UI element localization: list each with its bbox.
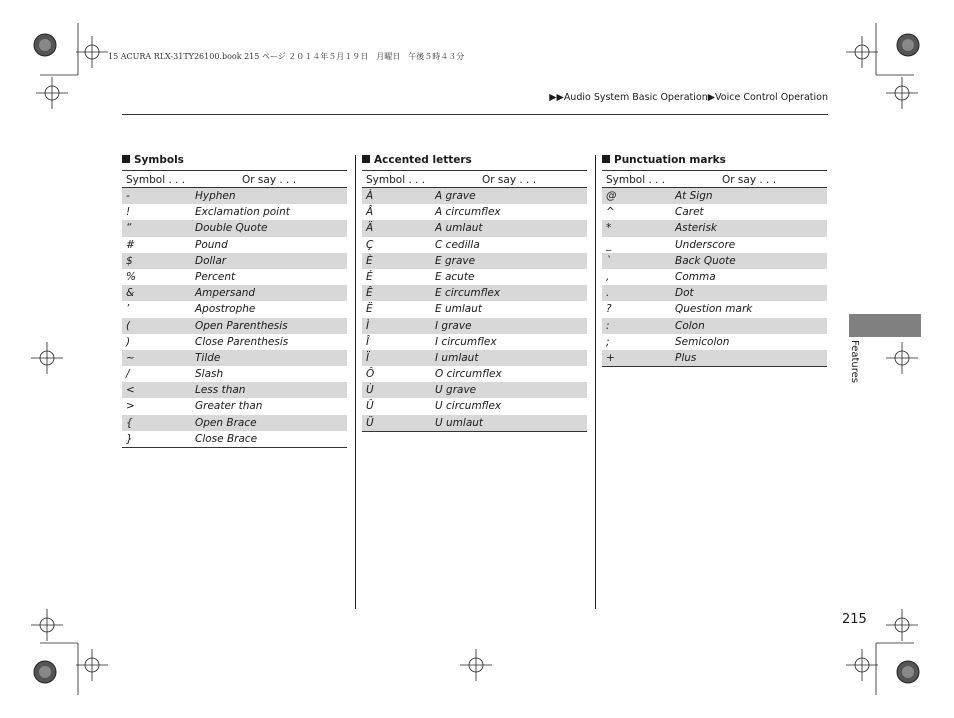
- symbol-cell: Â: [366, 206, 374, 219]
- column-divider: [355, 155, 356, 609]
- say-cell: Percent: [195, 270, 236, 283]
- accented-letters-table: [362, 170, 587, 432]
- symbol-cell: +: [606, 351, 615, 364]
- symbol-cell: _: [606, 238, 612, 251]
- table-row: [122, 366, 347, 382]
- accented-letters-section: [362, 152, 587, 432]
- breadcrumb-arrows: ▶▶: [549, 92, 564, 103]
- say-cell: I umlaut: [435, 351, 479, 364]
- symbol-cell: Ê: [366, 287, 373, 300]
- say-cell: Tilde: [195, 351, 221, 364]
- say-cell: Semicolon: [675, 335, 730, 348]
- symbol-cell: %: [126, 270, 136, 283]
- table-row: [602, 188, 827, 204]
- table-row: [122, 301, 347, 317]
- column-divider: [595, 155, 596, 609]
- symbols-table: [122, 170, 347, 448]
- say-cell: Close Parenthesis: [195, 335, 289, 348]
- say-cell: U umlaut: [435, 416, 484, 429]
- say-cell: Apostrophe: [195, 303, 256, 316]
- say-cell: Question mark: [675, 303, 753, 316]
- section-title: [362, 152, 587, 170]
- table-row: [122, 415, 347, 431]
- symbol-cell: $: [126, 254, 133, 267]
- say-cell: O circumflex: [435, 368, 502, 381]
- symbol-cell: Î: [366, 335, 370, 348]
- say-cell: Open Brace: [195, 416, 257, 429]
- say-cell: Pound: [195, 238, 228, 251]
- say-cell: Plus: [675, 351, 697, 364]
- symbol-cell: Ä: [366, 222, 374, 235]
- header-rule: [122, 114, 828, 115]
- square-bullet-icon: [362, 155, 370, 163]
- table-row: [602, 301, 827, 317]
- section-title: [602, 152, 827, 170]
- say-cell: Greater than: [195, 400, 263, 413]
- page-number: 215: [842, 612, 867, 627]
- symbol-cell: Û: [366, 400, 374, 413]
- table-row: [362, 204, 587, 220]
- symbol-cell: `: [606, 254, 612, 267]
- table-row: [362, 269, 587, 285]
- table-row: [362, 301, 587, 317]
- table-row: [362, 285, 587, 301]
- symbol-cell: (: [126, 319, 131, 332]
- table-row: [602, 350, 827, 366]
- symbol-cell: @: [606, 190, 617, 202]
- table-row: [602, 285, 827, 301]
- table-row: [602, 269, 827, 285]
- say-cell: Colon: [675, 319, 705, 332]
- symbol-cell: &: [126, 287, 135, 300]
- symbol-cell: <: [126, 384, 135, 397]
- symbol-cell: È: [366, 254, 373, 267]
- table-row: [122, 253, 347, 269]
- table-row: [122, 285, 347, 301]
- say-cell: A grave: [435, 190, 476, 202]
- punctuation-marks-table: [602, 170, 827, 367]
- say-cell: Underscore: [675, 238, 736, 251]
- section-title-text: Symbols: [134, 154, 184, 166]
- table-row: [362, 366, 587, 382]
- symbol-column-header: Symbol . . .: [126, 174, 186, 186]
- table-row: [602, 334, 827, 350]
- symbol-cell: ’: [126, 303, 130, 316]
- table-row: [122, 269, 347, 285]
- say-cell: C cedilla: [435, 238, 480, 251]
- say-cell: U grave: [435, 384, 477, 397]
- chapter-tab-label: Features: [849, 340, 860, 383]
- say-column-header: Or say . . .: [722, 174, 777, 186]
- symbol-cell: Ï: [366, 351, 370, 364]
- section-title-text: Punctuation marks: [614, 154, 726, 166]
- say-cell: Ampersand: [195, 287, 256, 300]
- say-cell: Hyphen: [195, 190, 236, 202]
- table-row: [122, 431, 347, 447]
- breadcrumb-part2: Voice Control Operation: [715, 92, 828, 103]
- table-row: [122, 398, 347, 414]
- symbol-cell: *: [606, 222, 612, 235]
- symbol-cell: >: [126, 400, 135, 413]
- table-body: [362, 188, 587, 431]
- table-row: [362, 415, 587, 431]
- say-cell: At Sign: [675, 190, 713, 202]
- say-cell: A umlaut: [435, 222, 483, 235]
- breadcrumb-part1: Audio System Basic Operation: [563, 92, 708, 103]
- symbol-column-header: Symbol . . .: [606, 174, 666, 186]
- table-body: [122, 188, 347, 447]
- say-cell: Open Parenthesis: [195, 319, 288, 332]
- table-row: [122, 188, 347, 204]
- say-cell: Caret: [675, 206, 704, 219]
- symbol-cell: Ë: [366, 303, 373, 316]
- symbol-cell: }: [126, 432, 133, 445]
- punctuation-marks-section: [602, 152, 827, 367]
- symbol-cell: Ü: [366, 416, 374, 429]
- square-bullet-icon: [602, 155, 610, 163]
- symbol-cell: Ô: [366, 368, 375, 381]
- print-header: 15 ACURA RLX-31TY26100.book 215 ページ ２０１４年５月１９日 月曜日 午後５時４３分: [108, 52, 465, 61]
- table-row: [362, 334, 587, 350]
- table-row: [362, 188, 587, 204]
- symbol-cell: “: [126, 222, 132, 235]
- say-cell: E circumflex: [435, 287, 501, 300]
- symbol-cell: ?: [606, 303, 612, 316]
- symbol-cell: À: [366, 190, 374, 202]
- table-row: [362, 253, 587, 269]
- breadcrumb-separator: ▶: [707, 92, 716, 103]
- say-cell: Exclamation point: [195, 206, 290, 219]
- table-row: [362, 318, 587, 334]
- table-row: [602, 220, 827, 236]
- say-cell: E grave: [435, 254, 476, 267]
- square-bullet-icon: [122, 155, 130, 163]
- symbol-cell: Ç: [366, 238, 374, 251]
- symbol-cell: Ì: [366, 319, 370, 332]
- table-row: [122, 350, 347, 366]
- table-row: [122, 382, 347, 398]
- say-cell: Back Quote: [675, 254, 736, 267]
- table-row: [362, 350, 587, 366]
- symbol-cell: ): [126, 335, 131, 348]
- say-cell: Less than: [195, 384, 246, 397]
- table-row: [122, 318, 347, 334]
- say-cell: A circumflex: [435, 206, 501, 219]
- say-cell: I circumflex: [435, 335, 497, 348]
- table-header: [362, 171, 587, 188]
- symbol-cell: ~: [126, 351, 135, 364]
- table-row: [362, 382, 587, 398]
- say-cell: I grave: [435, 319, 472, 332]
- symbol-cell: !: [126, 206, 131, 219]
- symbols-section: [122, 152, 347, 448]
- symbol-cell: É: [366, 270, 373, 283]
- say-cell: Dollar: [195, 254, 227, 267]
- symbol-cell: ,: [606, 270, 610, 283]
- symbol-cell: #: [126, 238, 135, 251]
- symbol-cell: /: [126, 368, 130, 381]
- say-column-header: Or say . . .: [482, 174, 537, 186]
- table-row: [122, 334, 347, 350]
- symbol-cell: ^: [606, 206, 615, 219]
- symbol-cell: :: [606, 319, 610, 332]
- table-row: [602, 318, 827, 334]
- table-row: [602, 253, 827, 269]
- say-cell: Comma: [675, 270, 716, 283]
- say-column-header: Or say . . .: [242, 174, 297, 186]
- table-header: [122, 171, 347, 188]
- table-body: [602, 188, 827, 366]
- breadcrumb: [549, 92, 828, 103]
- symbol-column-header: Symbol . . .: [366, 174, 426, 186]
- say-cell: Slash: [195, 368, 224, 381]
- symbol-cell: -: [126, 190, 130, 202]
- say-cell: Dot: [675, 287, 694, 300]
- table-row: [362, 398, 587, 414]
- section-title: [122, 152, 347, 170]
- symbol-cell: ;: [606, 335, 610, 348]
- say-cell: U circumflex: [435, 400, 502, 413]
- table-header: [602, 171, 827, 188]
- table-row: [362, 220, 587, 236]
- say-cell: E umlaut: [435, 303, 482, 316]
- symbol-cell: Ù: [366, 384, 374, 397]
- say-cell: Asterisk: [675, 222, 718, 235]
- symbol-cell: .: [606, 287, 610, 300]
- symbol-cell: {: [126, 416, 133, 429]
- table-row: [122, 237, 347, 253]
- table-row: [602, 204, 827, 220]
- section-title-text: Accented letters: [374, 154, 472, 166]
- say-cell: Close Brace: [195, 432, 258, 445]
- table-row: [602, 237, 827, 253]
- say-cell: E acute: [435, 270, 475, 283]
- say-cell: Double Quote: [195, 222, 268, 235]
- table-row: [362, 237, 587, 253]
- table-row: [122, 220, 347, 236]
- table-row: [122, 204, 347, 220]
- chapter-tab: [849, 314, 921, 337]
